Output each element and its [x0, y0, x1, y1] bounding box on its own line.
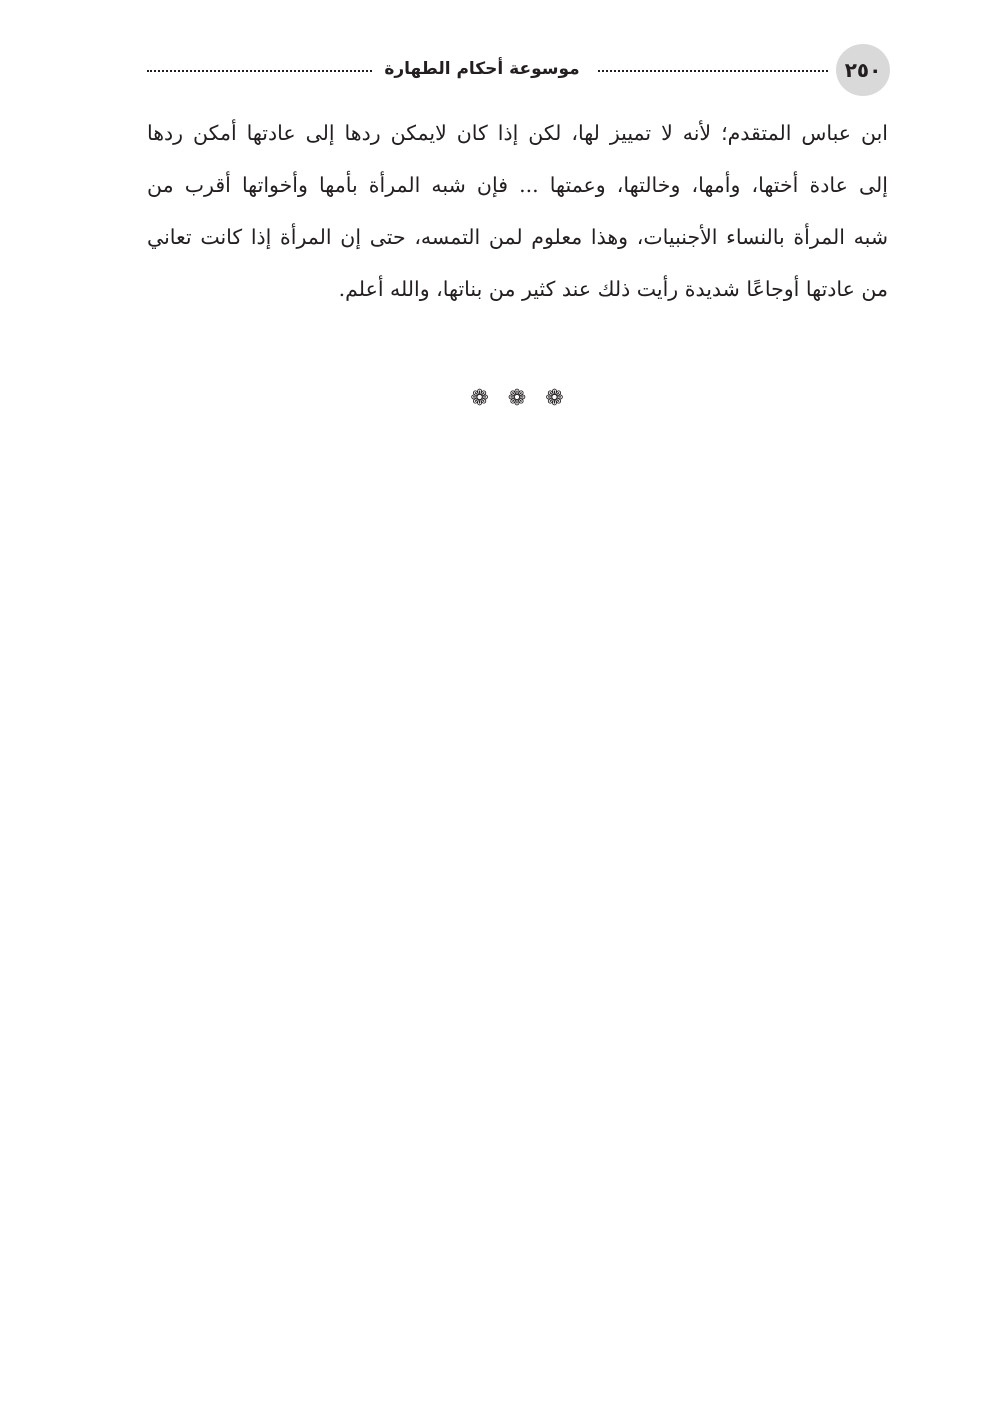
section-end-ornaments	[0, 384, 1004, 414]
paragraph-line: من عادتها أوجاعًا شديدة رأيت ذلك عند كثير من بناتها، والله أعلم.	[338, 277, 888, 301]
paragraph-line: ابن عباس المتقدم؛ لأنه لا تمييز لها، لكن إذا كان لايمكن ردها إلى عادتها أمكن ردها	[147, 121, 888, 145]
body-paragraph	[147, 107, 888, 315]
paragraph-line: شبه المرأة بالنساء الأجنبيات، وهذا معلوم لمن التمسه، حتى إن المرأة إذا كانت تعاني	[147, 225, 888, 249]
running-header	[145, 44, 890, 96]
flower-ornament-icon: ❁	[507, 386, 527, 411]
flower-ornament-icon: ❁	[545, 386, 564, 411]
header-dotted-leader-left	[147, 70, 372, 72]
flower-ornament-icon: ❁	[470, 386, 489, 411]
paragraph-line: إلى عادة أختها، وأمها، وخالتها، وعمتها ... فإن شبه المرأة بأمها وأخواتها أقرب من	[147, 173, 888, 197]
header-dotted-leader-right	[598, 70, 828, 72]
page-number-badge: ٢٥٠	[836, 44, 890, 96]
book-title: موسوعة أحكام الطهارة	[384, 59, 580, 79]
